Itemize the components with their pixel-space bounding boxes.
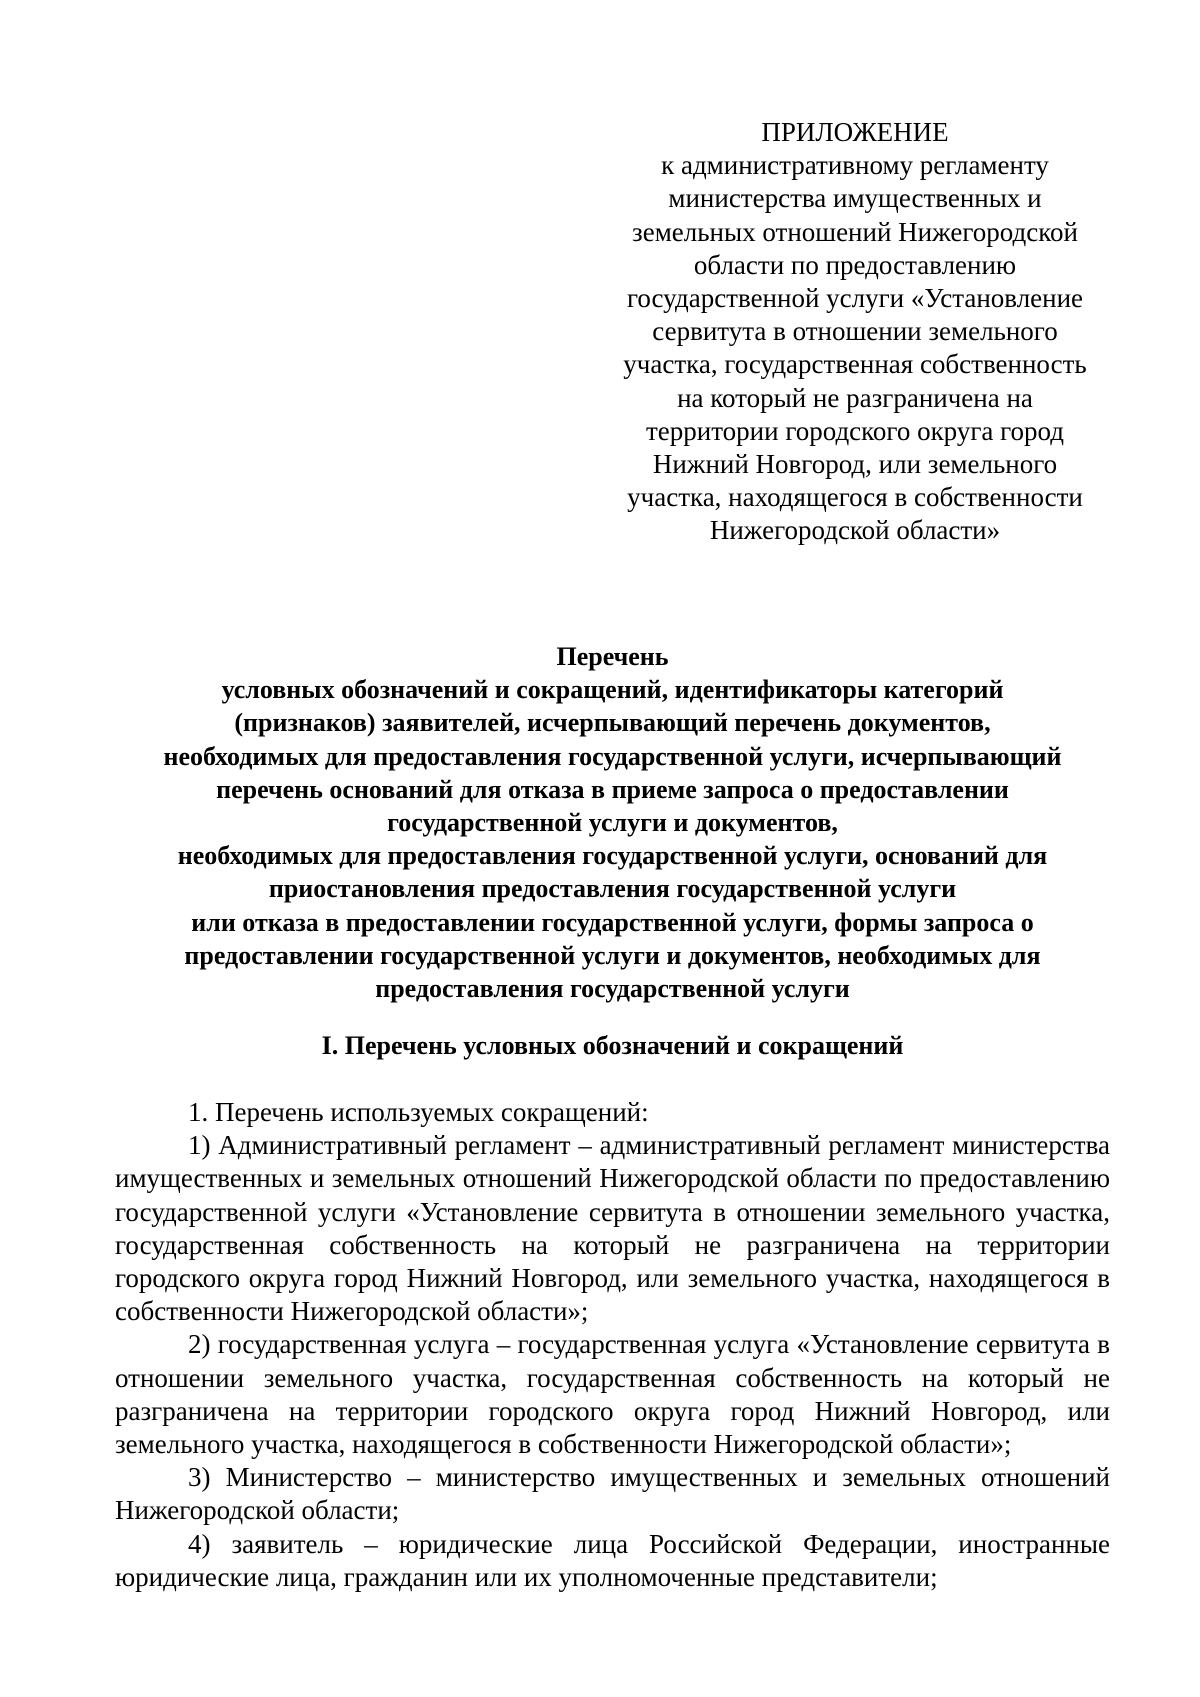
title-line: приостановления предоставления государственной услуги xyxy=(268,874,957,904)
title-line: государственной услуги и документов, xyxy=(387,808,838,838)
list-item: 3) Министерство – министерство имущественных и земельных отношений Нижегородской области; xyxy=(115,1462,1110,1526)
appendix-line: государственной услуги «Установление xyxy=(626,283,1084,314)
appendix-block xyxy=(600,116,1110,548)
appendix-line: Нижегородской области» xyxy=(709,515,1001,546)
appendix-line: сервитута в отношении земельного xyxy=(652,316,1058,347)
title-line: условных обозначений и сокращений, идентификаторы категорий xyxy=(221,675,1004,705)
appendix-line: Нижний Новгород, или земельного xyxy=(652,449,1058,480)
document-title xyxy=(115,640,1110,1005)
title-line: или отказа в предоставлении государственной услуги, формы запроса о xyxy=(191,907,1034,937)
list-intro: 1. Перечень используемых сокращений: xyxy=(188,1097,649,1127)
title-line: предоставлении государственной услуги и документов, необходимых для xyxy=(184,940,1041,970)
appendix-line: земельных отношений Нижегородской xyxy=(632,216,1078,247)
appendix-line: на который не разграничена на xyxy=(677,382,1033,413)
list-item: 2) государственная услуга – государственная услуга «Установление сервитута в отношении земельного участка, государственная собственность на который не разграничена на территории городского округа город Нижний Новгород, или земельного участка, находящегося в собственности Нижегородской области»; xyxy=(115,1329,1110,1460)
appendix-line: министерства имущественных и xyxy=(668,183,1042,214)
appendix-line: участка, находящегося в собственности xyxy=(627,482,1083,513)
body-text xyxy=(115,1096,1110,1594)
list-item: 1) Административный регламент – административный регламент министерства имущественных и земельных отношений Нижегородской области по предоставлению государственной услуги «Установление сервитута в отношении земельного участка, государственная собственность на который не разграничена на территории городского округа город Нижний Новгород, или земельного участка, находящегося в собственности Нижегородской области»; xyxy=(115,1130,1110,1327)
title-line: необходимых для предоставления государственной услуги, исчерпывающий xyxy=(163,741,1062,771)
appendix-line: участка, государственная собственность xyxy=(623,349,1087,380)
appendix-line: территории городского округа город xyxy=(646,415,1064,446)
section-heading: I. Перечень условных обозначений и сокращений xyxy=(321,1031,904,1060)
title-line: (признаков) заявителей, исчерпывающий перечень документов, xyxy=(234,708,991,738)
appendix-title: ПРИЛОЖЕНИЕ xyxy=(761,117,949,147)
title-line: Перечень xyxy=(556,642,669,671)
list-item: 4) заявитель – юридические лица Российской Федерации, иностранные юридические лица, гражданин или их уполномоченные представители; xyxy=(115,1528,1110,1592)
title-line: перечень оснований для отказа в приеме запроса о предоставлении xyxy=(216,774,1009,804)
appendix-line: области по предоставлению xyxy=(693,249,1017,280)
title-line: предоставления государственной услуги xyxy=(375,974,850,1004)
appendix-line: к административному регламенту xyxy=(661,150,1049,181)
title-line: необходимых для предоставления государственной услуги, оснований для xyxy=(177,841,1048,871)
